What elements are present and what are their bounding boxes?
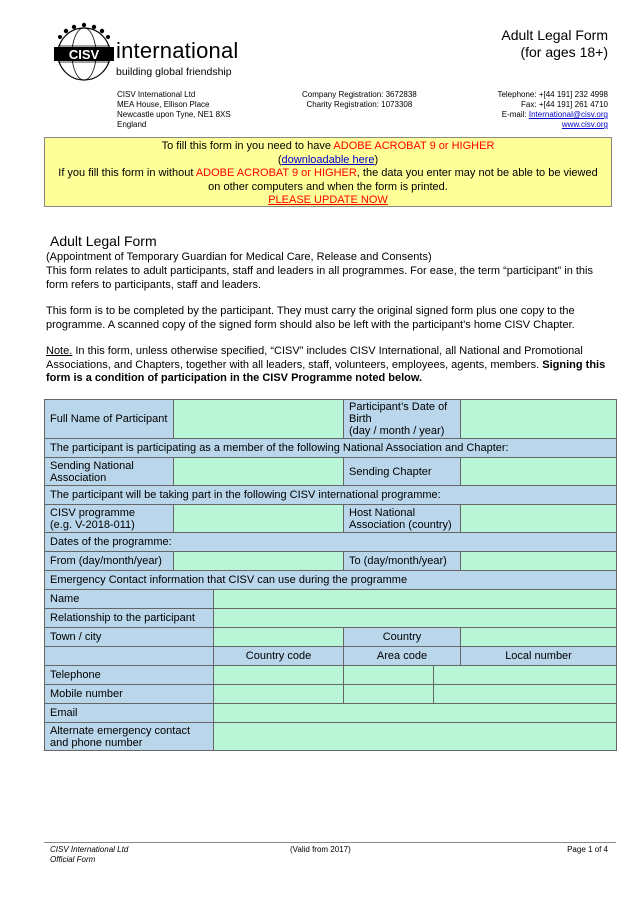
sending-na-input[interactable]	[174, 458, 344, 486]
notice-paren: (	[277, 153, 282, 166]
host-na-input[interactable]	[461, 505, 617, 533]
area-code-header: Area code	[344, 647, 461, 666]
participant-form-table	[44, 399, 617, 751]
town-label: Town / city	[45, 628, 214, 647]
mobile-country-code-input[interactable]	[214, 685, 344, 704]
relationship-label: Relationship to the participant	[45, 609, 214, 628]
note-text: In this form, unless otherwise specified, “CISV” includes CISV International, all National and Promotional Associations, and Chapters, together with all leaders, staff, volunteers, employees, agents, members.	[46, 345, 583, 371]
footer-valid: (Valid from 2017)	[290, 845, 351, 854]
footer-official: Official Form	[50, 855, 96, 864]
notice-highlight: ADOBE ACROBAT 9 or HIGHER	[333, 140, 495, 152]
address-line: CISV International Ltd	[117, 90, 196, 99]
section-subtitle: (Appointment of Temporary Guardian for Medical Care, Release and Consents)	[46, 251, 432, 263]
contact-name-label: Name	[45, 590, 214, 609]
note-condition: Signing this form is a condition of participation in the CISV Programme noted below.	[46, 358, 606, 384]
telephone-local-number-input[interactable]	[434, 666, 617, 685]
country-label: Country	[344, 628, 461, 647]
town-input[interactable]	[214, 628, 344, 647]
logo-tagline: building global friendship	[116, 66, 232, 78]
sending-chapter-label: Sending Chapter	[344, 458, 461, 486]
intro-paragraph-1: This form relates to adult participants, staff and leaders in all programmes. For ease, the term “participant” in this form refers to participants, staff and leaders.	[46, 265, 593, 291]
footer-company: CISV International Ltd	[50, 845, 129, 854]
acrobat-notice	[44, 137, 612, 207]
address-line: England	[117, 120, 147, 129]
address-col2	[302, 90, 417, 110]
full-name-label: Full Name of Participant	[45, 400, 174, 439]
local-number-header: Local number	[461, 647, 617, 666]
association-row-label: The participant is participating as a member of the following National Association and Chapter:	[45, 439, 617, 458]
company-registration: Company Registration: 3672838	[302, 90, 417, 99]
website-link[interactable]: www.cisv.org	[561, 120, 608, 129]
dob-label-text: Participant’s Date of Birth	[349, 401, 448, 425]
notice-paren: )	[374, 153, 379, 166]
notice-text: on other computers and when the form is printed.	[208, 180, 448, 193]
address-line: MEA House, Ellison Place	[117, 100, 210, 109]
logo-cisv-text: CISV	[68, 47, 100, 62]
fax-text: Fax: +[44 191] 261 4710	[521, 100, 608, 109]
form-subtitle: (for ages 18+)	[520, 44, 608, 60]
alternate-contact-input[interactable]	[214, 723, 617, 751]
download-link[interactable]: downloadable here	[281, 153, 375, 166]
emergency-contact-header: Emergency Contact information that CISV can use during the programme	[45, 571, 617, 590]
logo-international: international	[116, 38, 239, 63]
contact-name-input[interactable]	[214, 590, 617, 609]
cisv-programme-input[interactable]	[174, 505, 344, 533]
telephone-text: Telephone: +[44 191] 232 4998	[497, 90, 608, 99]
dates-label: Dates of the programme:	[45, 533, 617, 552]
email-line	[497, 110, 608, 120]
mobile-local-number-input[interactable]	[434, 685, 617, 704]
notice-text: To fill this form in you need to have	[161, 140, 334, 152]
intro-paragraph-2: This form is to be completed by the participant. They must carry the original signed form plus one copy to the programme. A scanned copy of the signed form should also be left with the participant’s home CISV Chapter.	[46, 305, 575, 331]
to-date-input[interactable]	[461, 552, 617, 571]
country-input[interactable]	[461, 628, 617, 647]
cisv-programme-hint: (e.g. V-2018-011)	[50, 518, 135, 531]
mobile-area-code-input[interactable]	[344, 685, 434, 704]
host-na-label: Host National Association (country)	[344, 505, 461, 533]
footer-divider	[44, 842, 616, 843]
dob-hint: (day / month / year)	[349, 425, 445, 437]
cisv-programme-text: CISV programme	[50, 506, 135, 519]
email-link[interactable]: International@cisv.org	[528, 110, 608, 119]
address-col1	[117, 90, 231, 130]
cisv-programme-label	[45, 505, 174, 533]
form-title: Adult Legal Form	[501, 27, 608, 43]
telephone-area-code-input[interactable]	[344, 666, 434, 685]
phone-header-blank	[45, 647, 214, 666]
from-date-input[interactable]	[174, 552, 344, 571]
dob-input[interactable]	[461, 400, 617, 439]
email-input[interactable]	[214, 704, 617, 723]
dob-label	[344, 400, 461, 439]
update-now-link[interactable]: PLEASE UPDATE NOW	[268, 194, 388, 206]
page-number: Page 1 of 4	[567, 845, 608, 854]
intro-paragraph-3	[46, 345, 610, 386]
email-label: E-mail:	[501, 110, 529, 119]
sending-chapter-input[interactable]	[461, 458, 617, 486]
telephone-country-code-input[interactable]	[214, 666, 344, 685]
to-date-label: To (day/month/year)	[344, 552, 461, 571]
alternate-contact-label: Alternate emergency contact and phone number	[45, 723, 214, 751]
mobile-label: Mobile number	[45, 685, 214, 704]
programme-row-label: The participant will be taking part in the following CISV international programme:	[45, 486, 617, 505]
notice-text: If you fill this form in without	[58, 167, 196, 179]
full-name-input[interactable]	[174, 400, 344, 439]
charity-registration: Charity Registration: 1073308	[306, 100, 413, 109]
relationship-input[interactable]	[214, 609, 617, 628]
country-code-header: Country code	[214, 647, 344, 666]
telephone-label: Telephone	[45, 666, 214, 685]
sending-na-label: Sending National Association	[45, 458, 174, 486]
section-title: Adult Legal Form	[50, 233, 157, 249]
notice-highlight: ADOBE ACROBAT 9 or HIGHER	[195, 167, 357, 179]
globe-logo-icon	[52, 22, 116, 82]
from-date-label: From (day/month/year)	[45, 552, 174, 571]
footer-left	[50, 845, 128, 865]
note-label: Note.	[46, 345, 73, 357]
email-label: Email	[45, 704, 214, 723]
address-col3	[497, 90, 608, 130]
address-line: Newcastle upon Tyne, NE1 8XS	[117, 110, 231, 119]
notice-text: , the data you enter may not be able to be viewed	[356, 167, 598, 179]
